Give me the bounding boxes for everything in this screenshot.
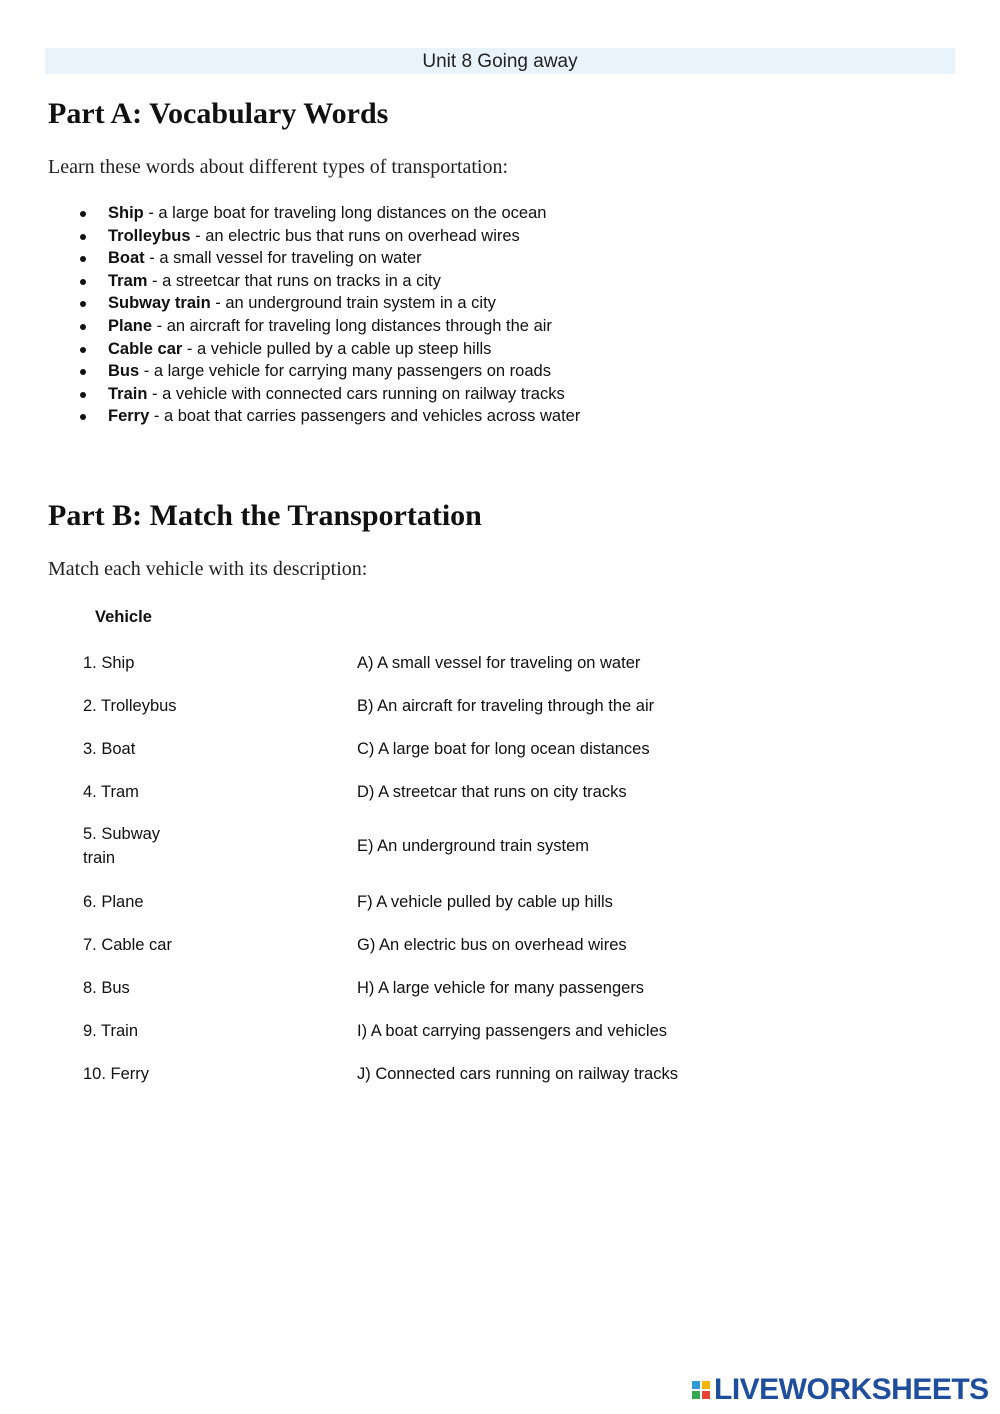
logo-mark-icon: [692, 1381, 710, 1399]
vocab-item: [80, 338, 580, 361]
vocab-definition: - a boat that carries passengers and vehicles across water: [149, 407, 581, 426]
bullet-icon: [80, 392, 86, 398]
vocab-item: [80, 292, 580, 315]
part-a-intro: Learn these words about different types of transportation:: [48, 156, 509, 178]
vocab-term: Trolleybus: [108, 226, 191, 245]
part-b-intro: Match each vehicle with its description:: [48, 558, 368, 580]
vocab-term: Subway train: [108, 294, 211, 313]
vehicle-label: 2. Trolleybus: [83, 697, 177, 715]
match-description: A) A small vessel for traveling on water: [357, 654, 641, 672]
match-description: E) An underground train system: [357, 837, 590, 855]
match-description: B) An aircraft for traveling through the air: [357, 697, 655, 715]
vocab-definition: - an electric bus that runs on overhead wires: [190, 226, 520, 245]
logo-square: [702, 1381, 710, 1389]
vocab-definition: - a vehicle pulled by a cable up steep hills: [182, 339, 492, 358]
vehicle-label: 3. Boat: [83, 740, 136, 758]
vocab-item: [80, 405, 580, 428]
vocab-item: [80, 225, 580, 248]
match-description: D) A streetcar that runs on city tracks: [357, 783, 627, 801]
vocab-item: [80, 247, 580, 270]
vehicle-label: 7. Cable car: [83, 936, 172, 954]
vocab-definition: - a small vessel for traveling on water: [144, 249, 422, 268]
match-description: H) A large vehicle for many passengers: [357, 979, 645, 997]
vocab-term: Ferry: [108, 407, 150, 426]
part-a-title: Part A: Vocabulary Words: [48, 97, 389, 130]
bullet-icon: [80, 234, 86, 240]
vehicle-label: 10. Ferry: [83, 1065, 150, 1083]
vehicle-label: 5. Subway train: [83, 825, 161, 867]
vocab-term: Plane: [108, 316, 153, 335]
match-description: J) Connected cars running on railway tracks: [357, 1065, 678, 1083]
vocab-definition: - an aircraft for traveling long distances through the air: [152, 316, 552, 335]
vocab-definition: - a vehicle with connected cars running on railway tracks: [147, 384, 565, 403]
vocab-item: [80, 383, 580, 406]
match-description: G) An electric bus on overhead wires: [357, 936, 627, 954]
bullet-icon: [80, 347, 86, 353]
match-description: C) A large boat for long ocean distances: [357, 740, 650, 758]
vehicle-label: 4. Tram: [83, 783, 139, 801]
vocab-definition: - a large boat for traveling long distances on the ocean: [143, 204, 547, 222]
bullet-icon: [80, 324, 86, 330]
vocab-term: Bus: [108, 362, 140, 381]
vocab-item: [80, 315, 580, 338]
bullet-icon: [80, 414, 86, 420]
logo-text: LIVEWORKSHEETS: [714, 1373, 989, 1406]
part-b-title: Part B: Match the Transportation: [48, 499, 482, 532]
vehicle-label: 8. Bus: [83, 979, 130, 997]
logo-square: [692, 1381, 700, 1389]
match-description: F) A vehicle pulled by cable up hills: [357, 893, 613, 911]
vocab-item: [80, 270, 580, 293]
bullet-icon: [80, 279, 86, 285]
unit-title: Unit 8 Going away: [422, 51, 578, 72]
unit-header: [45, 48, 955, 74]
vocab-term: Cable car: [108, 339, 183, 358]
vocab-term: Train: [108, 384, 148, 403]
vehicle-label: 1. Ship: [83, 654, 135, 672]
vocab-item: [80, 202, 580, 225]
vocab-term: Tram: [108, 271, 148, 290]
match-description: I) A boat carrying passengers and vehicles: [357, 1022, 668, 1040]
vocab-definition: - a streetcar that runs on tracks in a city: [147, 271, 441, 290]
vocabulary-list: [80, 202, 580, 428]
vocab-item: [80, 360, 580, 383]
liveworksheets-logo[interactable]: [692, 1374, 989, 1406]
logo-square: [692, 1391, 700, 1399]
vehicle-label: 9. Train: [83, 1022, 139, 1040]
bullet-icon: [80, 369, 86, 375]
vocab-definition: - a large vehicle for carrying many passengers on roads: [139, 362, 551, 381]
bullet-icon: [80, 301, 86, 307]
vehicle-column-header: Vehicle: [95, 608, 152, 626]
logo-square: [702, 1391, 710, 1399]
vocab-definition: - an underground train system in a city: [210, 294, 496, 313]
vocab-term: Boat: [108, 249, 145, 268]
bullet-icon: [80, 211, 86, 217]
bullet-icon: [80, 256, 86, 262]
vocab-term: Ship: [108, 204, 144, 222]
vehicle-label: 6. Plane: [83, 893, 144, 911]
